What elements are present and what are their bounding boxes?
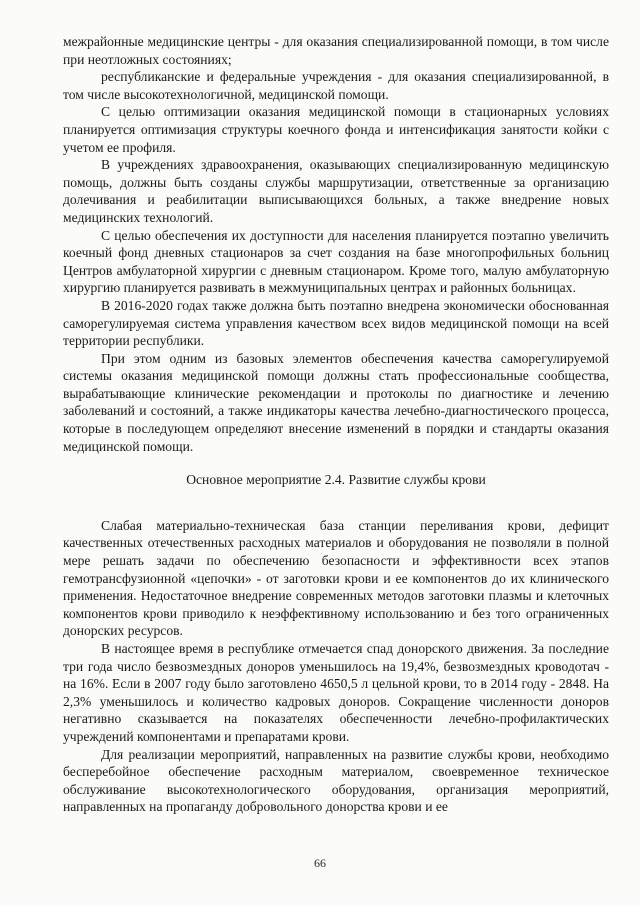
paragraph-continued: межрайонные медицинские центры - для оказания специализированной помощи, в том числе при неотложных состояниях; [63,34,609,67]
paragraph: В 2016-2020 годах также должна быть поэтапно внедрена экономически обоснованная саморегулируемая система управления качеством всех видов медицинской помощи на всей территории республики. [63,297,609,349]
paragraph: Слабая материально-техническая база станции переливания крови, дефицит качественных отечественных расходных материалов и оборудования не позволяли в полной мере решать задачи по обеспечению безопасности и эффективности всех этапов гемотрансфузионной «цепочки» - от заготовки крови и ее компонентов до их клинического применения. Недостаточное внедрение современных методов заготовки плазмы и клеточных компонентов крови приводило к неэффективному использованию и без того ограниченных донорских ресурсов. [63,517,609,639]
section-heading: Основное мероприятие 2.4. Развитие службы крови [186,472,486,488]
paragraph: Для реализации мероприятий, направленных на развитие службы крови, необходимо бесперебойное обеспечение расходным материалом, своевременное техническое обслуживание высокотехнологического оборудования, организация мероприятий, направленных на пропаганду добровольного донорства крови и ее [63,746,609,815]
paragraph: С целью обеспечения их доступности для населения планируется поэтапно увеличить коечный фонд дневных стационаров за счет создания на базе многопрофильных больниц Центров амбулаторной хирургии с дневным стационаром. Кроме того, малую амбулаторную хирургию планируется развивать в межмуниципальных центрах и районных больницах. [63,227,609,296]
paragraph: В настоящее время в республике отмечается спад донорского движения. За последние три года число безвозмездных доноров уменьшилось на 19,4%, безвозмездных кроводотач - на 16%. Если в 2007 году было заготовлено 4650,5 л цельной крови, то в 2014 году - 2848. На 2,3% уменьшилось и количество кадровых доноров. Сокращение численности доноров негативно сказывается на показателях обеспеченности лечебно-профилактических учреждений компонентами и препаратами крови. [63,641,609,744]
page-number: 66 [314,856,326,870]
document-body [63,33,609,816]
paragraph: При этом одним из базовых элементов обеспечения качества саморегулируемой системы оказания медицинской помощи должны стать профессиональные сообщества, вырабатывающие клинические рекомендации и протоколы по диагностике и лечению заболеваний и состояний, а также индикаторы качества лечебно-диагностического процесса, которые в последующем определяют внесение изменений в порядки и стандарты оказания медицинской помощи. [63,350,609,454]
paragraph: С целью оптимизации оказания медицинской помощи в стационарных условиях планируется оптимизация структуры коечного фонда и интенсификация занятости койки с учетом ее профиля. [63,104,609,155]
paragraph: В учреждениях здравоохранения, оказывающих специализированную медицинскую помощь, должны быть созданы службы маршрутизации, ответственные за организацию долечивания и реабилитации выписывающихся больных, а также внедрение новых медицинских технологий. [63,157,609,225]
paragraph: республиканские и федеральные учреждения - для оказания специализированной, в том числе высокотехнологичной, медицинской помощи. [63,69,609,102]
